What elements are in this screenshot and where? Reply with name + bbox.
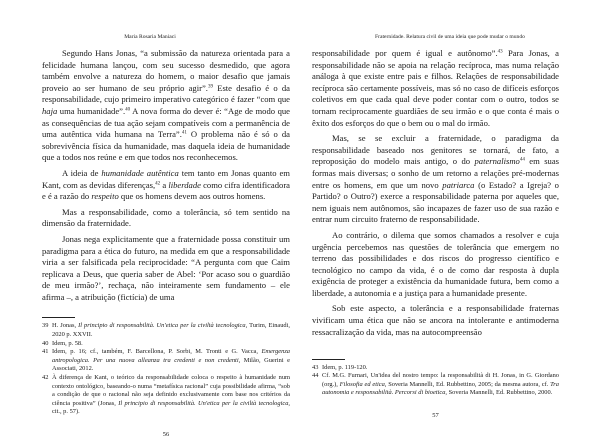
text-run: , Soveria Mannelli, Ed. Rubbettino, 2000. xyxy=(445,389,553,397)
footnote xyxy=(42,374,290,417)
paragraph xyxy=(312,303,559,338)
footnote-rule xyxy=(42,317,75,318)
text-run: responsabilidade por quem é igual e autônomo”. xyxy=(312,48,498,58)
italic-text: haja xyxy=(42,105,58,116)
footnote xyxy=(42,322,290,339)
text-run: Ao contrário, o dilema que somos chamados a resolver e cuja urgência percebemos nas questões de tolerância que emergem no terreno das possibilidades e dos riscos do progresso científico e tecnológico no campo da vida, é o de como dar resposta à dupla exigência de proteger a existência da humanidade futura, bem como a liberdade, a autonomia e a justiça para a humanidade presente. xyxy=(312,229,559,298)
paragraph xyxy=(42,234,290,304)
text-run: Para Jonas, a responsabilidade não se apoia na relação recíproca, mas numa relação análoga à que existe entre pais e filhos. Relações de responsabilidade recíproca são certamente possíveis, mas só no caso de difíceis esforços coletivos em que cada qual deve poder contar com o outro, todos se tornam reciprocamente guardiães de seu irmão e o que conta é mais o êxito dos esforços do que o bem ou o mal do irmão. xyxy=(312,48,559,128)
page-number: 57 xyxy=(432,412,439,419)
italic-text: Emergenza antropologica. Per una nuova alleanza tra credenti e non credenti xyxy=(52,348,290,364)
footnote xyxy=(42,348,290,374)
running-head: Fraternidade. Relatura civil de uma ideia que pode mudar o mundo xyxy=(375,34,525,40)
italic-text: patriarca xyxy=(442,179,475,190)
italic-text: Il principio di responsabilità. Un'etica per la civiltà tecnologica xyxy=(78,322,246,330)
text-run: , Soveria Mannelli, Ed. Rubbettino, 2005; da mesma autora, cf. xyxy=(384,380,551,388)
text-run: Idem, p. 16; cf., também, F. Barcellona, P. Sorbi, M. Tronti e G. Vacca, xyxy=(52,348,262,356)
text-run: a xyxy=(160,179,169,190)
text-run: Mas, se se excluir a fraternidade, o paradigma da responsabilidade baseado nos genitores se tornará, de fato, a reproposição do modelo mais antigo, o do xyxy=(312,133,559,167)
text-run: que os homens devem aos outros homens. xyxy=(118,191,266,202)
text-column xyxy=(312,48,559,420)
italic-text: Il principio di responsabilità. Un'etica per la civiltà tecnologica xyxy=(118,399,289,407)
text-run: À diferença de Kant, o teórico da responsabilidade coloca o respeito à humanidade num contexto ontológico, baseando-o numa “metafísica racional” cuja possibilidade afirma, “sob a condição de que o racional não seja definido exclusivamente com base nos critérios da ciência positiva” (Jonas, xyxy=(52,374,290,407)
body-text xyxy=(42,48,290,307)
italic-text: respeito xyxy=(91,191,119,202)
footnote xyxy=(42,340,290,349)
paragraph xyxy=(42,207,290,230)
footnote-number: 41 xyxy=(42,348,49,356)
body-text xyxy=(312,48,559,342)
text-run: A nova forma do dever é: “Age de modo que as consequências de tua ação sejam compatíveis com a permanência de uma autêntica vida humana na Terra”. xyxy=(42,105,290,140)
text-run: Jonas nega explicitamente que a fraternidade possa constituir um paradigma para a ética do futuro, na medida em que a responsabilidade viria a ser falsificada pela reciprocidade: “A pergunta com que Caim replicava a Deus, que queria saber de Abel: ‘Por acaso sou o guardião de meu irmão?’, rechaça, não inteiramente sem fundamento – ele afirma –, a atribuição (fictícia) de uma xyxy=(42,233,290,302)
spacer xyxy=(42,307,290,317)
text-run: Idem, p. 119-120. xyxy=(322,363,368,371)
footnote-number: 42 xyxy=(42,374,49,382)
footnote-number: 43 xyxy=(312,363,319,371)
footnote-reference: 43 xyxy=(497,49,503,55)
footnotes xyxy=(312,364,559,398)
footnote-reference: 42 xyxy=(155,181,161,187)
italic-text: paternalismo xyxy=(474,156,520,167)
text-run: em suas formas mais diversas; o sonho de um retorno a relações pré-modernas entre os homens, em que um novo xyxy=(312,156,559,190)
footnote-reference: 39 xyxy=(207,84,213,90)
footnote xyxy=(312,364,559,373)
text-run: , Milão, Guerini e Associati, 2012. xyxy=(52,356,290,373)
running-head: Maria Rosaria Maniaci xyxy=(124,34,176,40)
page-number: 56 xyxy=(162,431,170,438)
text-run: uma humanidade”. xyxy=(57,105,126,116)
text-column xyxy=(42,48,290,439)
italic-text: humanidade autêntica xyxy=(101,167,179,178)
footnote-reference: 44 xyxy=(519,157,525,163)
text-run: Sob este aspecto, a tolerância e a responsabilidade fraternas vivificam uma ética que não se ancora na intolerante e antimoderna ressacralização da vida, mas na autocompreensão xyxy=(312,303,559,337)
text-run: Mas a responsabilidade, como a tolerância, só tem sentido na dimensão da fraternidade. xyxy=(42,206,290,229)
footnote-number: 44 xyxy=(312,372,319,380)
italic-text: liberdade xyxy=(168,179,201,190)
footnote-number: 40 xyxy=(42,339,49,347)
paragraph xyxy=(42,48,290,164)
footnote xyxy=(312,372,559,398)
text-run: (o Estado? a Igreja? o Partido? o Outro?) exerce a responsabilidade paterna por aqueles que, nem iguais nem autônomos, são incapazes de fazer uso de sua razão e entrar num circuito fraterno de responsabilidade. xyxy=(312,179,559,225)
italic-text: Filosofia ed etica xyxy=(339,380,385,388)
footnote-rule xyxy=(312,359,345,360)
footnotes xyxy=(42,322,290,417)
text-run: , cit., p. 57). xyxy=(52,399,290,416)
paragraph xyxy=(312,133,559,226)
text-run: O problema não é só o da sobrevivência física da humanidade, mas daquela ideia de humanidade que a todos nos reúne e em que todos nos reconhecemos. xyxy=(42,129,290,163)
footnote-number: 39 xyxy=(42,322,49,330)
text-run: Segundo Hans Jonas, “a submissão da natureza orientada para a felicidade humana lançou, com seu sucesso desmedido, que agora também envolve a natureza do homem, o maior desafio que jamais proveio ao ser humano de seu próprio agir”. xyxy=(42,48,290,93)
text-run: , Turim, Einaudi, 2020 p. XXVII. xyxy=(52,322,290,339)
paragraph xyxy=(42,168,290,203)
text-run: como cifra identificadora e é a razão do xyxy=(42,179,290,202)
right-page xyxy=(300,0,600,448)
paragraph xyxy=(312,48,559,129)
text-run: Idem, p. 58. xyxy=(52,339,83,347)
text-run: Cf. M.G. Furnari, Un'idea del nostro tempo: la responsabilità di H. Jonas, in G. Giordano (org.), xyxy=(322,372,559,388)
text-run: Este desafio é o da responsabilidade, cujo primeiro imperativo categórico é fazer “com que xyxy=(42,82,290,105)
text-run: A ideia de xyxy=(62,167,102,178)
italic-text: Tra autonomia e responsabilità. Percorsi di bioetica xyxy=(322,380,559,397)
footnote-reference: 41 xyxy=(181,130,187,136)
text-run: H. Jonas, xyxy=(52,322,79,330)
spacer xyxy=(312,342,559,358)
text-run: tem tanto em Jonas quanto em Kant, com as devidas diferenças, xyxy=(42,167,290,190)
paragraph xyxy=(312,230,559,300)
footnote-reference: 40 xyxy=(125,107,131,113)
